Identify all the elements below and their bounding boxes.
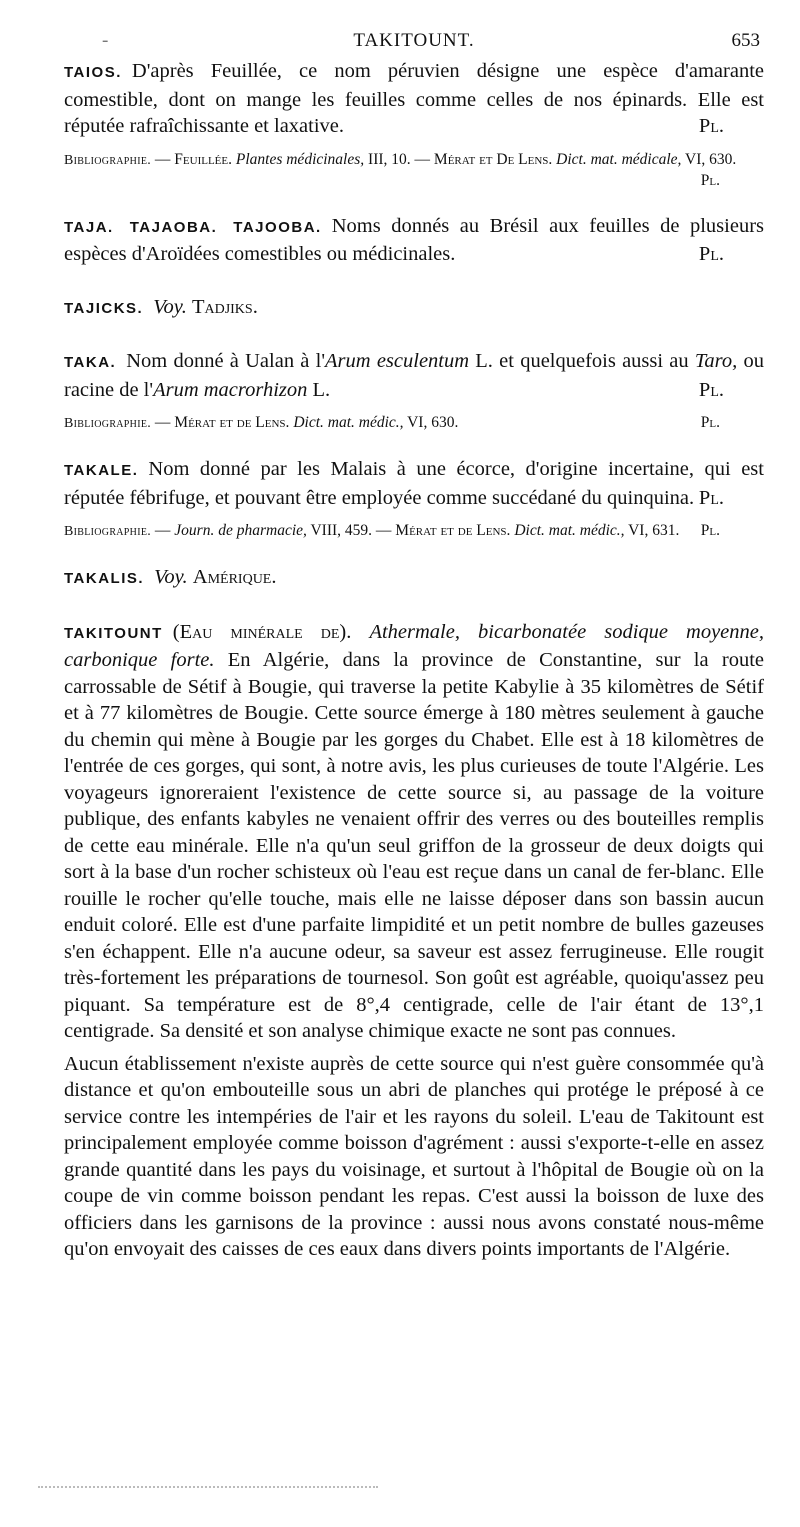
entry-text	[64, 348, 764, 403]
headword: TAJAOBA.	[129, 218, 218, 236]
cross-reference[interactable]: Tadjiks.	[191, 295, 258, 318]
biblio-work: Dict. mat. médicale,	[556, 150, 682, 168]
biblio-author: Mérat et de Lens.	[174, 414, 290, 431]
biblio-work: Plantes médicinales,	[235, 150, 365, 168]
see-also-label: Voy.	[154, 566, 188, 588]
paragraph-1: En Algérie, dans la province de Constantine, sur la route carrossable de Sétif à Bougie, qui traverse la petite Kabylie à 35 kilomètres de Sétif et à 77 kilomètres de Bougie. Cette source émerge à 180 mètres seulement à gauche du chemin qui mène à Bougie par les gorges du Chabet. Elle est à 18 kilomètres de l'entrée de ces gorges, qui sont, à notre avis, les plus curieuses de toute l'Algérie. Les voyageurs ignoreraient l'existence de cette source si, au passage de la voiture publique, des enfants kabyles ne venaient offrir des verres ou des bouteilles remplis de cette eau minérale. Elle n'a qu'un seul griffon de la grosseur de deux doigts qui sort à la base d'un rocher schisteux où l'eau est reçue dans un canal de fer-blanc. Elle rouille le rocher qu'elle touche, mais elle ne laisse déposer dans son bassin aucun enduit coloré. Elle est d'une parfaite limpidité et un petit nombre de bulles gazeuses s'en échappent. Elle n'a aucune odeur, sa saveur est assez ferrugineuse. Elle rougit très-fortement les préparations de tournesol. Son goût est agréable, quoiqu'assez peu piquant. Sa température est de 8°,4 centigrade, celle de l'air étant de 13°,1 centigrade. Sa densité et son analyse chimique exacte ne sont pas connues.	[64, 649, 764, 1042]
headword: TAJOOBA.	[233, 218, 322, 236]
water-classification: Athermale, bicarbonatée sodique moyenne, carbonique forte.	[64, 620, 765, 671]
biblio-work: Dict. mat. médic.,	[293, 414, 404, 431]
biblio-author: Mérat et De Lens.	[433, 150, 553, 168]
taro-term: Taro,	[694, 350, 738, 372]
entry-takalis	[64, 564, 764, 593]
entry-takitount	[64, 619, 764, 1263]
entry-body: L. et quelquefois aussi au	[469, 350, 695, 372]
header-dash: -	[102, 30, 110, 51]
signature: Pl.	[698, 115, 724, 137]
entry-body: Noms donnés au Brésil aux feuilles de plusieurs espèces d'Aroïdées comestibles ou médicinales.	[64, 214, 764, 265]
biblio-work: Dict. mat. médic.,	[514, 522, 625, 539]
entry-taja	[64, 213, 764, 268]
headword: TAIOS.	[64, 64, 122, 81]
headword: TAKALIS.	[64, 570, 145, 587]
biblio-label: Bibliographie.	[64, 152, 152, 168]
biblio-ref: VIII, 459. —	[306, 522, 396, 539]
entry-text	[64, 213, 764, 268]
page-number: 653	[731, 30, 760, 51]
signature: Pl.	[698, 243, 724, 265]
biblio-sep: —	[151, 414, 175, 431]
cross-reference[interactable]: Amérique.	[192, 566, 277, 588]
entry-body: D'après Feuillée, ce nom péruvien désigne une espèce d'amarante comestible, dont on mange les feuilles comme celles de nos épinards. Elle est réputée rafraîchissante et laxative.	[64, 60, 764, 137]
entry-body: Nom donné à Ualan à l'	[126, 350, 326, 372]
entry-body: L.	[307, 378, 331, 401]
entry-tajicks	[64, 294, 764, 323]
signature: Pl.	[700, 522, 720, 539]
biblio-label: Bibliographie.	[64, 416, 152, 431]
biblio-sep: —	[151, 150, 175, 168]
biblio-author: Feuillée.	[174, 150, 232, 168]
entry-body: ou racine de l'	[64, 350, 764, 401]
entry-text	[64, 294, 764, 323]
biblio-work: Journ. de pharmacie,	[174, 522, 307, 539]
see-also-label: Voy.	[153, 295, 187, 318]
biblio-ref: VI, 630.	[403, 414, 459, 431]
biblio-ref: VI, 631.	[624, 522, 680, 539]
headword: TAKALE.	[64, 462, 139, 479]
footer-divider	[38, 1486, 378, 1488]
headword-qualifier: (Eau minérale de).	[172, 620, 352, 643]
signature: Pl.	[698, 378, 724, 401]
bibliography	[64, 150, 764, 191]
biblio-sep: —	[151, 522, 175, 539]
paragraph-2: Aucun établissement n'existe auprès de cette source qui n'est guère consommée qu'à distance et qu'on embouteille sous un abri de planches qui protége le préposé à ce service contre les intempéries de l'air et les rayons du soleil. L'eau de Takitount est principalement employée comme boisson d'agrément : aussi s'exporte-t-elle en assez grande quantité dans les pays du voisinage, et surtout à l'hôpital de Bougie où on la coupe de vin comme boisson pendant les repas. C'est aussi la boisson de luxe des officiers dans les garnisons de la province : aussi nous avons constaté nous-même qu'on envoyait des caisses de ces eaux dans divers points importants de l'Algérie.	[64, 1052, 764, 1260]
signature: Pl.	[700, 171, 720, 189]
biblio-label: Bibliographie.	[64, 524, 152, 539]
entry-text	[64, 564, 764, 593]
entry-body: Nom donné par les Malais à une écorce, d'origine incertaine, qui est réputée fébrifuge, et pouvant être employée comme succédané du quinquina.	[64, 458, 764, 509]
biblio-ref: III, 10. —	[364, 150, 434, 168]
entry-taka	[64, 348, 764, 434]
headword: TAJICKS.	[64, 299, 144, 317]
entry-taios	[64, 58, 764, 191]
headword: TAKITOUNT	[64, 624, 163, 642]
entry-text	[64, 619, 764, 1045]
entry-text	[64, 58, 764, 140]
bibliography	[64, 413, 764, 434]
species-name: Arum esculentum	[325, 350, 470, 372]
running-header	[64, 28, 764, 58]
species-name: Arum macrorhizon	[153, 378, 308, 401]
running-title: TAKITOUNT.	[353, 30, 475, 51]
signature: Pl.	[700, 414, 720, 431]
biblio-ref: VI, 630.	[681, 150, 737, 168]
headword: TAJA.	[64, 218, 114, 236]
entry-text	[64, 456, 764, 511]
signature: Pl.	[698, 486, 724, 509]
entry-takale	[64, 456, 764, 542]
bibliography	[64, 521, 764, 542]
headword: TAKA.	[64, 354, 117, 371]
biblio-author: Mérat et de Lens.	[395, 522, 511, 539]
